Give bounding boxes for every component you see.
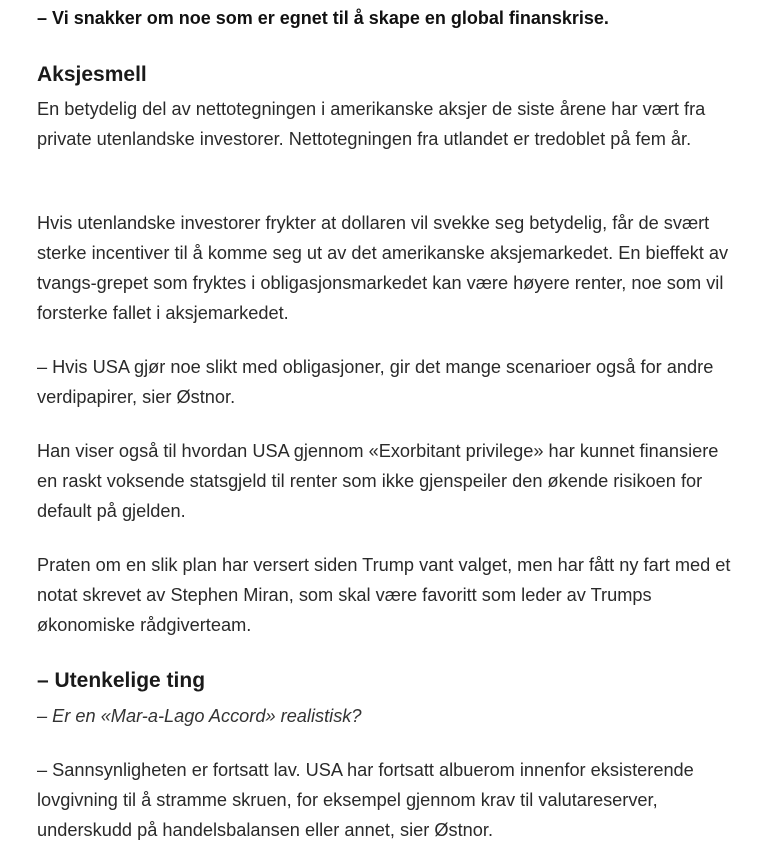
- lead-quote: – Vi snakker om noe som er egnet til å skape en global finanskrise.: [37, 8, 609, 28]
- paragraph: – Sannsynligheten er fortsatt lav. USA har fortsatt albuerom innenfor eksisterende lovgivning til å stramme skruen, for eksempel gjennom krav til valutareserver, underskudd på handelsbalansen eller annet, sier Østnor.: [37, 760, 694, 840]
- paragraph: Han viser også til hvordan USA gjennom «Exorbitant privilege» har kunnet finansiere en raskt voksende statsgjeld til renter som ikke gjenspeiler den økende risikoen for default på gjelden.: [37, 441, 719, 521]
- paragraph: Praten om en slik plan har versert siden Trump vant valget, men har fått ny fart med et notat skrevet av Stephen Miran, som skal være favoritt som leder av Trumps økonomiske rådgiverteam.: [37, 555, 731, 635]
- paragraph: En betydelig del av nettotegningen i amerikanske aksjer de siste årene har vært fra private utenlandske investorer. Nettotegningen fra utlandet er tredoblet på fem år.: [37, 99, 706, 149]
- interview-question: – Er en «Mar-a-Lago Accord» realistisk?: [37, 706, 362, 726]
- section-heading-utenkelige-ting: – Utenkelige ting: [37, 669, 206, 692]
- paragraph: Hvis utenlandske investorer frykter at dollaren vil svekke seg betydelig, får de svært sterke incentiver til å komme seg ut av det amerikanske aksjemarkedet. En bieffekt av tvangs-grepet som fryktes i obligasjonsmarkedet kan være høyere renter, noe som vil forsterke fallet i aksjemarkedet.: [37, 213, 729, 323]
- paragraph: – Hvis USA gjør noe slikt med obligasjoner, gir det mange scenarioer også for andre verdipapirer, sier Østnor.: [37, 357, 714, 407]
- section-heading-aksjesmell: Aksjesmell: [37, 63, 147, 86]
